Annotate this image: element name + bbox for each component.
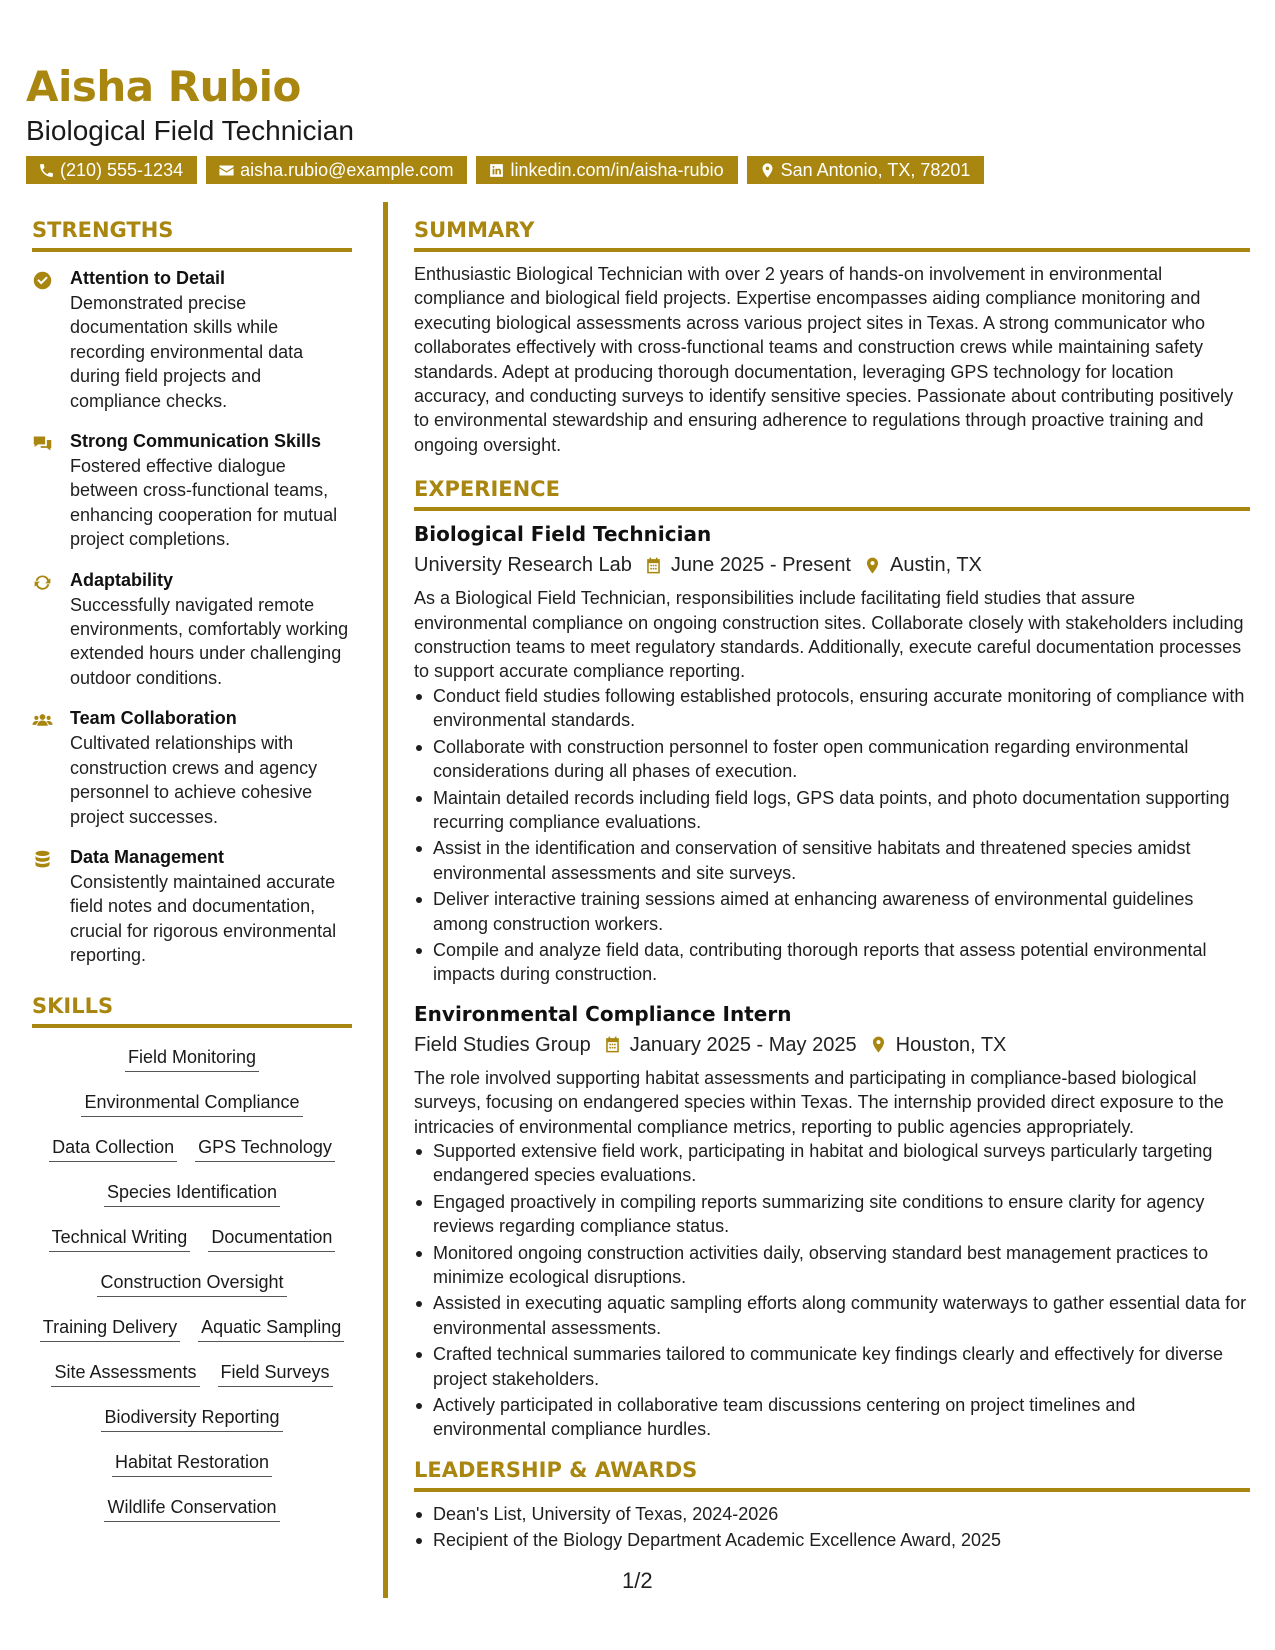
contact-bar	[26, 156, 1256, 184]
job-bullet: Engaged proactively in compiling reports summarizing site conditions to ensure clarity for agency reviews regarding compliance status.	[414, 1190, 1250, 1239]
skill-tag: GPS Technology	[195, 1134, 335, 1162]
award-item: Dean's List, University of Texas, 2024-2026	[414, 1502, 1250, 1526]
strength-title: Strong Communication Skills	[70, 431, 322, 452]
skill-row	[32, 1404, 352, 1449]
awards-list	[414, 1502, 1250, 1553]
strength-desc: Demonstrated precise documentation skills while recording environmental data during field projects and compliance checks.	[70, 293, 304, 411]
job-entry	[414, 519, 1250, 987]
users-icon	[32, 710, 53, 731]
skills-list	[32, 1044, 352, 1539]
skill-tag: Wildlife Conservation	[104, 1494, 279, 1522]
job-bullet: Assisted in executing aquatic sampling efforts along community waterways to gather essential data for environmental assessments.	[414, 1291, 1250, 1340]
job-dates: June 2025 - Present	[670, 554, 851, 577]
strength-title: Data Management	[70, 846, 225, 867]
strength-desc: Cultivated relationships with construction crews and agency personnel to achieve cohesive project successes.	[70, 733, 318, 827]
check-circle-icon	[32, 270, 53, 291]
job-bullet: Actively participated in collaborative team discussions centering on project timelines and environmental compliance hurdles.	[414, 1393, 1250, 1442]
job-bullet: Collaborate with construction personnel to foster open communication regarding environmental considerations during all phases of execution.	[414, 735, 1250, 784]
skill-row	[32, 1089, 352, 1134]
skill-tag: Site Assessments	[51, 1359, 199, 1387]
job-title: Environmental Compliance Intern	[414, 1001, 792, 1026]
skills-section	[32, 992, 352, 1539]
job-description: As a Biological Field Technician, responsibilities include facilitating field studies that assure environmental compliance on ongoing construction sites. Collaborate closely with stakeholders including construction teams to meet regulatory standards. Additionally, execute careful documentation processes to support accurate compliance reporting.	[414, 588, 1244, 682]
job-description: The role involved supporting habitat assessments and participating in compliance-based biological surveys, focusing on endangered species within Texas. The internship provided direct exposure to the intricacies of environmental compliance metrics, reporting to public agencies appropriately.	[414, 1067, 1224, 1137]
resume-header	[26, 62, 1256, 184]
skill-row	[32, 1449, 352, 1494]
job-dates: January 2025 - May 2025	[629, 1033, 857, 1056]
strength-title: Adaptability	[70, 569, 174, 590]
skill-row	[32, 1269, 352, 1314]
job-bullets	[414, 1139, 1250, 1442]
map-pin-icon	[869, 1035, 888, 1054]
strength-item	[32, 568, 352, 691]
job-location: Houston, TX	[895, 1033, 1007, 1056]
skill-tag: Aquatic Sampling	[198, 1314, 344, 1342]
contact-phone-text: (210) 555-1234	[60, 160, 184, 180]
strength-desc: Fostered effective dialogue between cross-functional teams, enhancing cooperation for mutual project completions.	[70, 456, 338, 550]
skill-row	[32, 1179, 352, 1224]
job-title: Biological Field Technician	[414, 522, 712, 547]
skill-row	[32, 1494, 352, 1539]
skill-tag: Habitat Restoration	[112, 1449, 272, 1477]
job-company: Field Studies Group	[414, 1033, 591, 1056]
award-item: Recipient of the Biology Department Academic Excellence Award, 2025	[414, 1528, 1250, 1552]
job-bullet: Conduct field studies following established protocols, ensuring accurate monitoring of compliance with environmental standards.	[414, 684, 1250, 733]
skill-tag: Training Delivery	[40, 1314, 180, 1342]
contact-linkedin-text: linkedin.com/in/aisha-rubio	[510, 160, 724, 180]
contact-email-text: aisha.rubio@example.com	[240, 160, 454, 180]
comments-icon	[32, 433, 53, 454]
job-bullet: Maintain detailed records including field logs, GPS data points, and photo documentation supporting recurring compliance evaluations.	[414, 786, 1250, 835]
job-meta	[414, 550, 1250, 580]
skill-row	[32, 1134, 352, 1179]
skill-row	[32, 1224, 352, 1269]
job-bullet: Monitored ongoing construction activities daily, observing standard best management practices to minimize ecological disruptions.	[414, 1241, 1250, 1290]
job-bullet: Crafted technical summaries tailored to communicate key findings clearly and effectively for diverse project stakeholders.	[414, 1342, 1250, 1391]
skill-tag: Data Collection	[49, 1134, 177, 1162]
skill-tag: Biodiversity Reporting	[101, 1404, 282, 1432]
job-entry	[414, 999, 1250, 1442]
skills-heading: SKILLS	[32, 992, 352, 1028]
calendar-icon	[644, 556, 663, 575]
awards-heading: LEADERSHIP & AWARDS	[414, 1456, 1250, 1492]
job-company: University Research Lab	[414, 554, 632, 577]
contact-email[interactable]	[206, 156, 467, 184]
job-bullet: Compile and analyze field data, contributing thorough reports that assess potential environmental impacts during construction.	[414, 938, 1250, 987]
column-divider	[383, 202, 388, 1598]
left-column	[32, 216, 352, 1539]
candidate-title: Biological Field Technician	[26, 115, 354, 146]
skill-tag: Construction Oversight	[97, 1269, 286, 1297]
experience-heading: EXPERIENCE	[414, 475, 1250, 511]
phone-icon	[38, 162, 55, 179]
map-pin-icon	[863, 556, 882, 575]
skill-tag: Field Monitoring	[125, 1044, 259, 1072]
map-pin-icon	[759, 162, 776, 179]
calendar-icon	[603, 1035, 622, 1054]
envelope-icon	[218, 162, 235, 179]
database-icon	[32, 849, 53, 870]
contact-phone	[26, 156, 197, 184]
skill-tag: Species Identification	[104, 1179, 280, 1207]
strength-desc: Consistently maintained accurate field notes and documentation, crucial for rigorous environmental reporting.	[70, 871, 337, 966]
linkedin-icon	[488, 162, 505, 179]
skill-row	[32, 1314, 352, 1359]
contact-location	[747, 156, 985, 184]
strengths-list	[32, 266, 352, 968]
job-location: Austin, TX	[890, 554, 982, 577]
strengths-heading: STRENGTHS	[32, 216, 352, 252]
strength-item	[32, 845, 352, 968]
job-bullet: Deliver interactive training sessions aimed at enhancing awareness of environmental guidelines among construction workers.	[414, 887, 1250, 936]
strength-desc: Successfully navigated remote environments, comfortably working extended hours under challenging outdoor conditions.	[70, 594, 349, 688]
contact-linkedin[interactable]	[476, 156, 737, 184]
job-bullet: Supported extensive field work, participating in habitat and biological surveys particularly targeting endangered species evaluations.	[414, 1139, 1250, 1188]
skill-tag: Documentation	[208, 1224, 335, 1252]
strength-title: Attention to Detail	[70, 268, 225, 288]
strength-title: Team Collaboration	[70, 708, 237, 729]
sync-icon	[32, 572, 53, 593]
contact-location-text: San Antonio, TX, 78201	[780, 160, 971, 180]
job-bullets	[414, 684, 1250, 987]
skill-tag: Field Surveys	[218, 1359, 333, 1387]
job-bullet: Assist in the identification and conservation of sensitive habitats and threatened species amidst environmental assessments and site surveys.	[414, 836, 1250, 885]
summary-text: Enthusiastic Biological Technician with over 2 years of hands-on involvement in environmental compliance and biological field projects. Expertise encompasses aiding compliance monitoring and executing biological assessments across various project sites in Texas. A strong communicator who collaborates effectively with cross-functional teams and construction crews while maintaining safety standards. Adept at producing thorough documentation, leveraging GPS technology for location accuracy, and conducting surveys to identify sensitive species. Passionate about contributing positively to environmental stewardship and ensuring adherence to regulations through proactive training and ongoing oversight.	[414, 264, 1234, 455]
skill-row	[32, 1044, 352, 1089]
page-number: 1/2	[622, 1568, 653, 1593]
summary-heading: SUMMARY	[414, 216, 1250, 252]
job-meta	[414, 1030, 1250, 1060]
right-column	[414, 216, 1250, 1555]
skill-tag: Environmental Compliance	[81, 1089, 302, 1117]
strength-item	[32, 266, 352, 413]
skill-tag: Technical Writing	[49, 1224, 191, 1252]
skill-row	[32, 1359, 352, 1404]
candidate-name: Aisha Rubio	[26, 62, 301, 111]
strength-item	[32, 706, 352, 829]
strength-item	[32, 429, 352, 552]
